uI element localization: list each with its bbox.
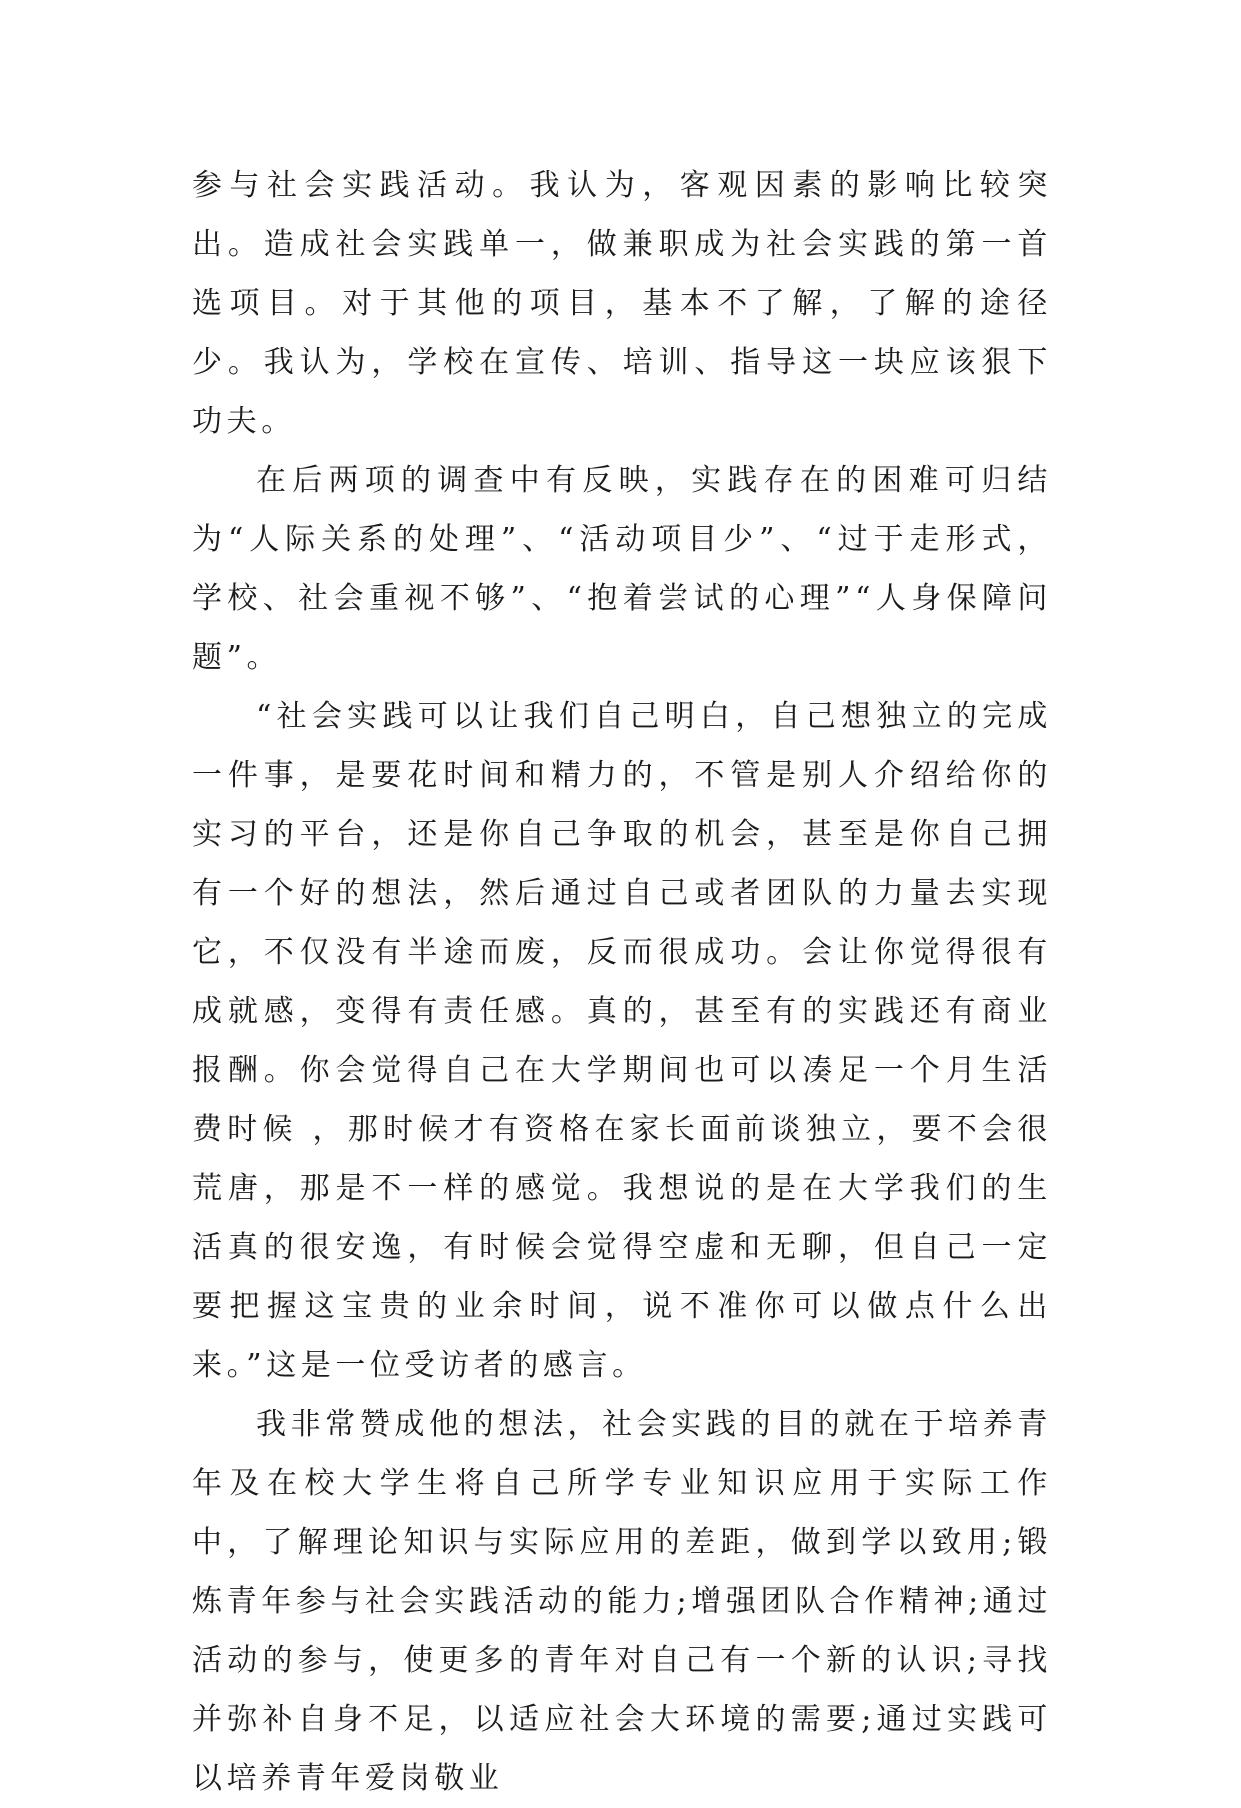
document-body xyxy=(192,156,1052,1808)
paragraph-3-quote: “社会实践可以让我们自己明白，自己想独立的完成一件事，是要花时间和精力的，不管是别人介绍给你的实习的平台，还是你自己争取的机会，甚至是你自己拥有一个好的想法，然后通过自己或者团队的力量去实现它，不仅没有半途而废，反而很成功。会让你觉得很有成就感，变得有责任感。真的，甚至有的实践还有商业报酬。你会觉得自己在大学期间也可以凑足一个月生活费时候 ，那时候才有资格在家长面前谈独立，要不会很荒唐，那是不一样的感觉。我想说的是在大学我们的生活真的很安逸，有时候会觉得空虚和无聊，但自己一定要把握这宝贵的业余时间，说不准你可以做点什么出来。”这是一位受访者的感言。 xyxy=(192,699,1052,1383)
paragraph-4: 我非常赞成他的想法，社会实践的目的就在于培养青年及在校大学生将自己所学专业知识应用于实际工作中，了解理论知识与实际应用的差距，做到学以致用;锻炼青年参与社会实践活动的能力;增强团队合作精神;通过活动的参与，使更多的青年对自己有一个新的认识;寻找并弥补自身不足，以适应社会大环境的需要;通过实践可以培养青年爱岗敬业 xyxy=(192,1407,1052,1796)
paragraph-1: 参与社会实践活动。我认为，客观因素的影响比较突出。造成社会实践单一，做兼职成为社会实践的第一首选项目。对于其他的项目，基本不了解，了解的途径少。我认为，学校在宣传、培训、指导这一块应该狠下功夫。 xyxy=(192,168,1052,439)
paragraph-2: 在后两项的调查中有反映，实践存在的困难可归结为“人际关系的处理”、“活动项目少”、“过于走形式，学校、社会重视不够”、“抱着尝试的心理”“人身保障问题”。 xyxy=(192,463,1052,675)
